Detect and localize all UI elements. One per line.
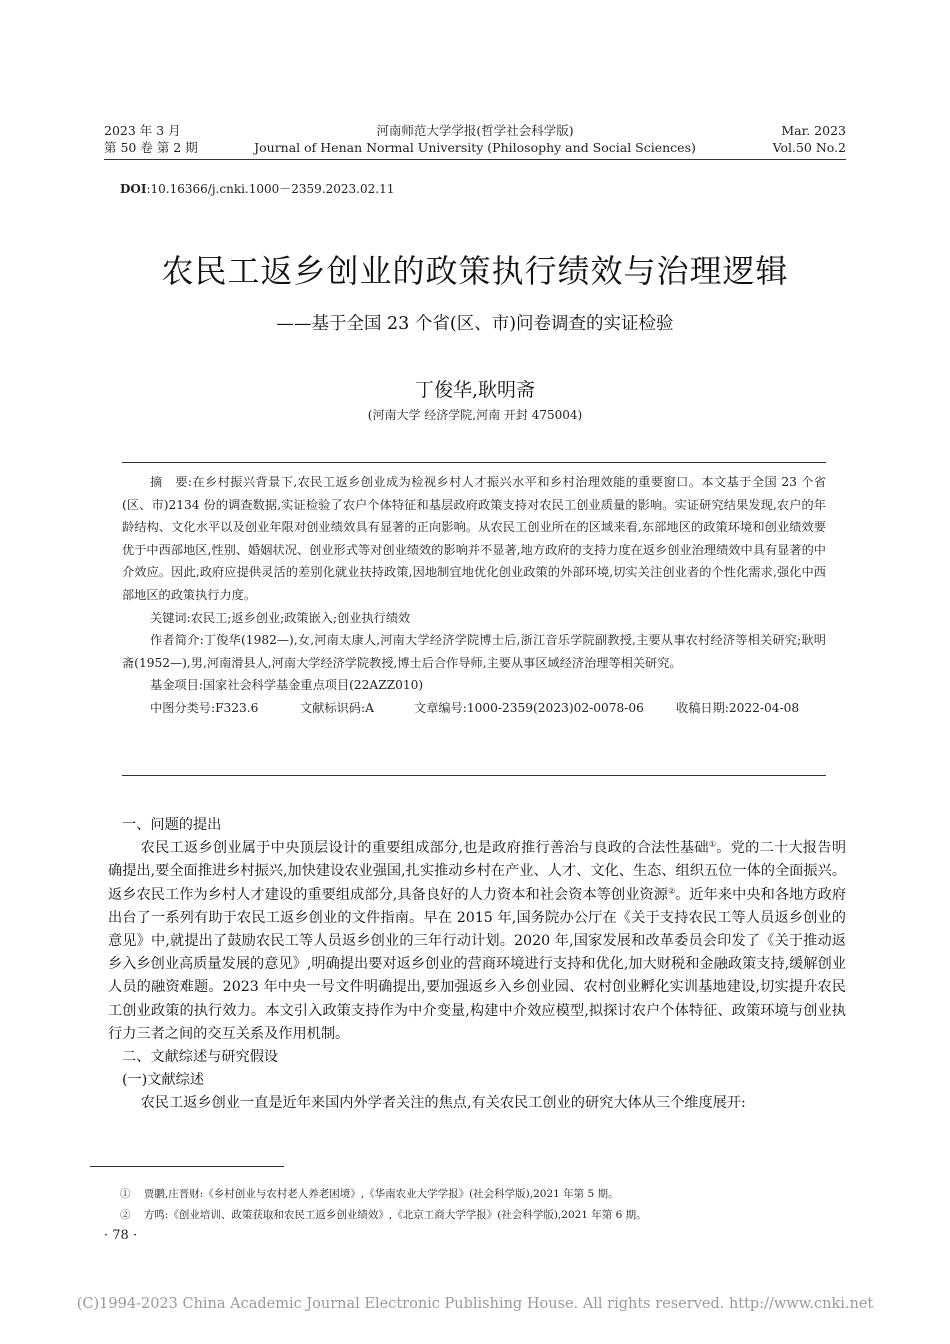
abstract-block: [122, 471, 826, 720]
paragraph-1: 农民工返乡创业属于中央顶层设计的重要组成部分,也是政府推行善治与良政的合法性基础①。党的二十大报告明确提出,要全面推进乡村振兴,加快建设农业强国,扎实推动乡村在产业、人才、文化、生态、组织五位一体的全面振兴。返乡农民工作为乡村人才建设的重要组成部分,具备良好的人力资本和社会资本等创业资源②。近年来中央和各地方政府出台了一系列有助于农民工返乡创业的文件指南。早在 2015 年,国务院办公厅在《关于支持农民工等人员返乡创业的意见》中,就提出了鼓励农民工等人员返乡创业的三年行动计划。2020 年,国家发展和改革委员会印发了《关于推动返乡入乡创业高质量发展的意见》,明确提出要对返乡创业的营商环境进行支持和优化,加大财税和金融政策支持,缓解创业人员的融资难题。2023 年中央一号文件明确提出,要加强返乡入乡创业园、农村创业孵化实训基地建设,切实提升农民工创业政策的执行效力。本文引入政策支持作为中介变量,构建中介效应模型,拟探讨农户个体特征、政策环境与创业执行力三者之间的交互关系及作用机制。: [108, 839, 847, 1042]
page-number: · 78 ·: [104, 1228, 138, 1243]
footnote-ref-1[interactable]: ①: [708, 839, 717, 849]
abstract: 摘 要:在乡村振兴背景下,农民工返乡创业成为检视乡村人才振兴水平和乡村治理效能的重要窗口。本文基于全国 23 个省(区、市)2134 份的调查数据,实证检验了农户个体特征和基层政府政策支持对农民工创业质量的影响。实证研究结果发现,农户的年龄结构、文化水平以及创业年限对创业绩效具有显著的正向影响。从农民工创业所在的区域来看,东部地区的政策环境和创业绩效要优于中西部地区,性别、婚姻状况、创业形式等对创业绩效的影响并不显著,地方政府的支持力度在返乡创业治理绩效中具有显著的中介效应。因此,政府应提供灵活的差别化就业扶持政策,因地制宜地优化创业政策的外部环境,切实关注创业者的个性化需求,强化中西部地区的政策执行力度。: [122, 475, 827, 602]
article-subtitle: ——基于全国 23 个省(区、市)问卷调查的实证检验: [276, 314, 674, 334]
fund: 基金项目:国家社会科学基金重点项目(22AZZ010): [150, 678, 424, 693]
copyright-footer: (C)1994-2023 China Academic Journal Electronic Publishing House. All rights reserved. http://www.cnki.net: [76, 1296, 874, 1312]
footnote-1: ① 贾鹏,庄晋财:《乡村创业与农村老人养老困境》,《华南农业大学学报》(社会科学版),2021 年第 5 期。: [120, 1188, 619, 1200]
section-heading-2: 二、文献综述与研究假设: [122, 1049, 279, 1066]
header-volume: 第 50 卷 第 2 期: [104, 140, 198, 155]
header-volume-en: Vol.50 No.2: [772, 140, 846, 155]
header-journal-en: Journal of Henan Normal University (Philosophy and Social Sciences): [254, 140, 696, 155]
section-heading-1: 一、问题的提出: [122, 817, 222, 833]
article-number: 文章编号:1000-2359(2023)02-0078-06: [414, 700, 644, 715]
author-bio: 作者简介:丁俊华(1982—),女,河南太康人,河南大学经济学院博士后,浙江音乐学院副教授,主要从事农村经济等相关研究;耿明斋(1952—),男,河南滑县人,河南大学经济学院教授,博士后合作导师,主要从事区域经济治理等相关研究。: [122, 633, 826, 670]
affiliation: (河南大学 经济学院,河南 开封 475004): [367, 408, 583, 422]
header-journal-cn: 河南师范大学学报(哲学社会科学版): [376, 123, 574, 138]
paragraph-2: 农民工返乡创业一直是近年来国内外学者关注的焦点,有关农民工创业的研究大体从三个维度展开:: [140, 1095, 746, 1112]
document-code: 文献标识码:A: [300, 700, 374, 715]
body-text: [108, 814, 846, 1116]
abstract-top-rule: [122, 462, 826, 463]
classification-row: [122, 697, 826, 720]
keywords: 关键词:农民工;返乡创业;政策嵌入;创业执行绩效: [150, 610, 411, 625]
doi: DOI:10.16366/j.cnki.1000－2359.2023.02.11: [120, 182, 395, 196]
clc-number: 中图分类号:F323.6: [150, 700, 259, 715]
footnote-ref-2[interactable]: ②: [667, 885, 676, 895]
header-rule: [104, 159, 846, 160]
footnote-rule: [90, 1166, 284, 1167]
abstract-bottom-rule: [122, 775, 826, 776]
article-title: 农民工返乡创业的政策执行绩效与治理逻辑: [161, 252, 789, 290]
received-date: 收稿日期:2022-04-08: [676, 700, 800, 715]
footnote-2: ② 方鸣:《创业培训、政策获取和农民工返乡创业绩效》,《北京工商大学学报》(社会科学版),2021 年第 6 期。: [120, 1209, 647, 1221]
header-date-en: Mar. 2023: [781, 123, 846, 138]
header-date: 2023 年 3 月: [104, 123, 181, 138]
authors: 丁俊华,耿明斋: [414, 379, 536, 401]
subsection-heading-1: (一)文献综述: [122, 1072, 205, 1089]
